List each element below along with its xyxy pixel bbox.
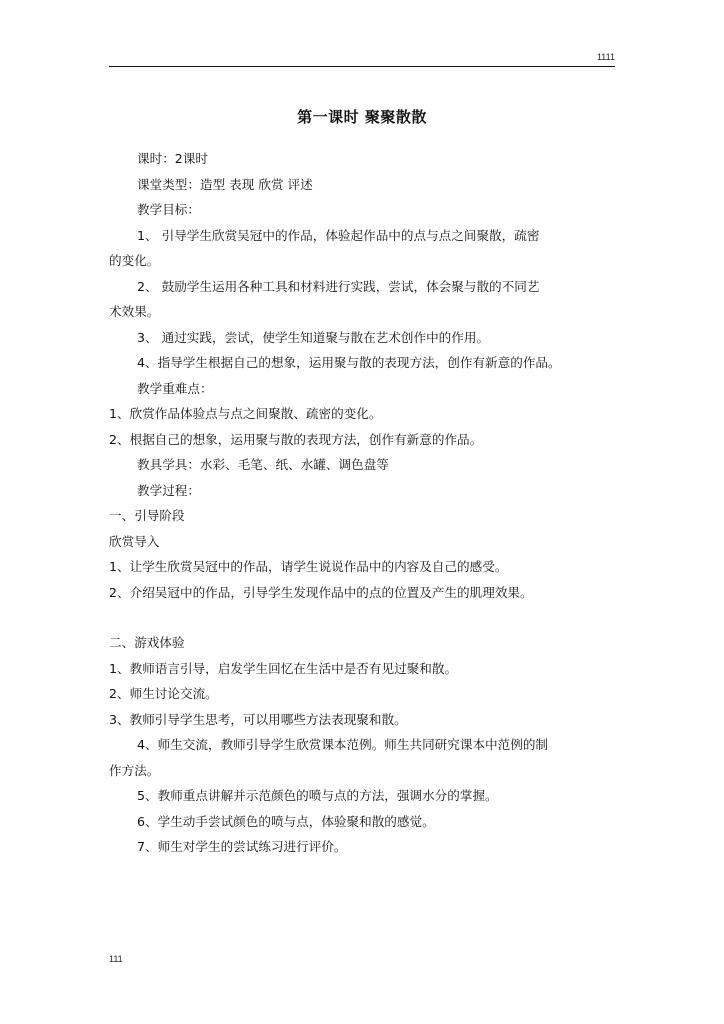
page-title: 第一课时 聚聚散散 [297, 108, 427, 126]
stage-2-step-7: 7、师生对学生的尝试练习进行评价。 [137, 839, 347, 854]
lesson-duration: 课时：2课时 [137, 151, 208, 166]
stage-2-step-4-line-1: 4、师生交流，教师引导学生欣赏课本范例。师生共同研究课本中范例的制 [137, 737, 549, 752]
objective-2-line-2: 术效果。 [109, 304, 160, 319]
section-heading-key-points: 教学重难点： [137, 380, 213, 396]
objective-2-line-1: 2、 鼓励学生运用各种工具和材料进行实践，尝试，体会聚与散的不同艺 [137, 278, 540, 294]
header-page-number: 1111 [596, 52, 615, 62]
objective-1-line-2: 的变化。 [109, 253, 160, 268]
stage-1-heading: 一、引导阶段 [109, 508, 185, 523]
stage-2-step-6: 6、学生动手尝试颜色的喷与点，体验聚和散的感觉。 [137, 813, 435, 829]
key-point-2: 2、根据自己的想象，运用聚与散的表现方法，创作有新意的作品。 [109, 431, 483, 447]
stage-2-step-2: 2、师生讨论交流。 [109, 686, 218, 701]
stage-2-step-4-line-2: 作方法。 [109, 762, 160, 778]
paragraph-spacer [109, 605, 617, 630]
stage-1-subheading: 欣赏导入 [109, 533, 160, 549]
section-heading-process: 教学过程： [137, 482, 200, 498]
footer-page-number: 111 [109, 954, 123, 964]
header-divider [109, 66, 615, 67]
stage-1-step-1: 1、让学生欣赏吴冠中的作品，请学生说说作品中的内容及自己的感受。 [109, 559, 508, 574]
document-body [109, 146, 617, 860]
stage-2-step-5: 5、教师重点讲解并示范颜色的喷与点的方法，强调水分的掌握。 [137, 788, 498, 803]
key-point-1: 1、欣赏作品体验点与点之间聚散、疏密的变化。 [109, 406, 382, 421]
stage-2-step-3: 3、教师引导学生思考，可以用哪些方法表现聚和散。 [109, 711, 407, 727]
section-heading-objectives: 教学目标： [137, 202, 200, 217]
objective-1-line-1: 1、 引导学生欣赏吴冠中的作品，体验起作品中的点与点之间聚散，疏密 [137, 227, 540, 243]
lesson-type: 课堂类型：造型 表现 欣赏 评述 [137, 176, 313, 192]
objective-3: 3、 通过实践，尝试，使学生知道聚与散在艺术创作中的作用。 [137, 329, 490, 345]
stage-2-step-1: 1、教师语言引导，启发学生回忆在生活中是否有见过聚和散。 [109, 660, 458, 676]
objective-4: 4、指导学生根据自己的想象，运用聚与散的表现方法，创作有新意的作品。 [137, 355, 561, 370]
stage-2-heading: 二、游戏体验 [109, 635, 185, 650]
stage-1-step-2: 2、介绍吴冠中的作品，引导学生发现作品中的点的位置及产生的肌理效果。 [109, 584, 533, 600]
teaching-materials: 教具学具：水彩、毛笔、纸、水罐、调色盘等 [137, 457, 389, 472]
